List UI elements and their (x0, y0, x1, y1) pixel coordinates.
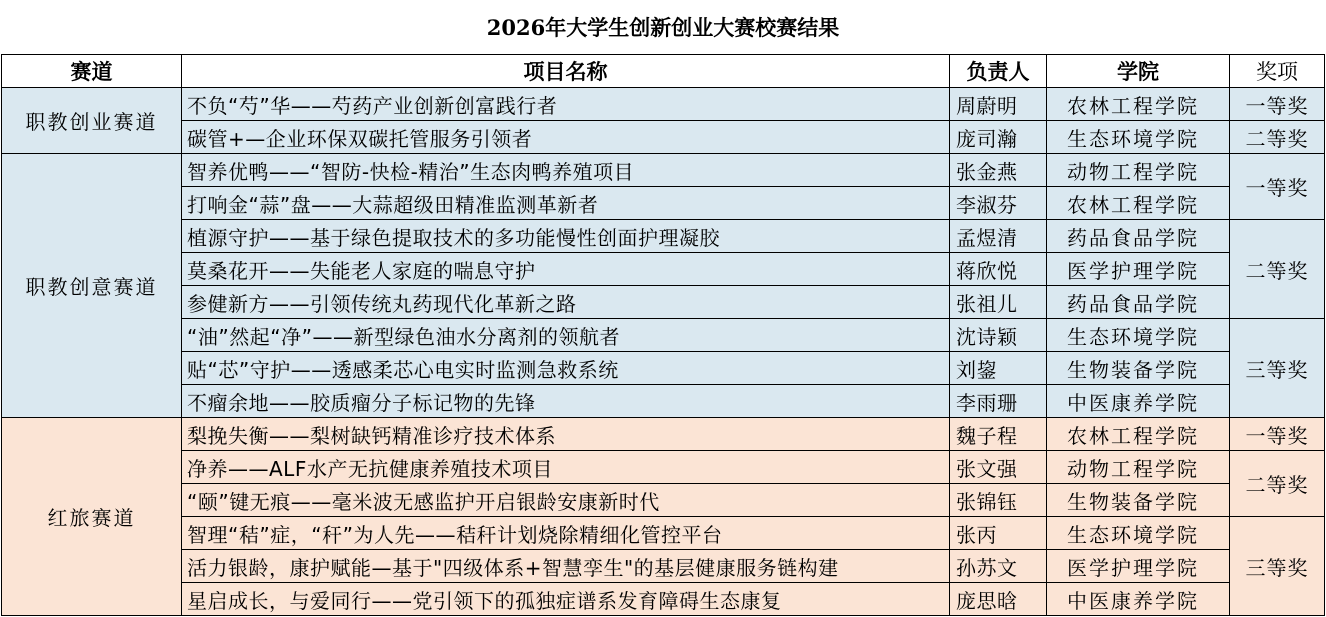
table-row (2, 220, 1325, 253)
leader-cell[interactable]: 庞司瀚 (950, 121, 1047, 154)
table-row (2, 286, 1325, 319)
header-project[interactable]: 项目名称 (182, 55, 950, 88)
header-row (2, 55, 1325, 88)
leader-cell[interactable]: 刘鋆 (950, 352, 1047, 385)
table-row (2, 385, 1325, 418)
college-cell[interactable]: 中医康养学院 (1047, 583, 1230, 616)
college-cell[interactable]: 医学护理学院 (1047, 550, 1230, 583)
leader-cell[interactable]: 李雨珊 (950, 385, 1047, 418)
leader-cell[interactable]: 张文强 (950, 451, 1047, 484)
award-cell[interactable]: 一等奖 (1230, 418, 1325, 451)
college-cell[interactable]: 动物工程学院 (1047, 154, 1230, 187)
leader-cell[interactable]: 沈诗颖 (950, 319, 1047, 352)
table-body (2, 88, 1325, 616)
project-cell[interactable]: 智养优鸭——“智防-快检-精治”生态肉鸭养殖项目 (182, 154, 950, 187)
leader-cell[interactable]: 张祖儿 (950, 286, 1047, 319)
header-leader[interactable]: 负责人 (950, 55, 1047, 88)
leader-cell[interactable]: 周蔚明 (950, 88, 1047, 121)
project-cell[interactable]: 星启成长，与爱同行——党引领下的孤独症谱系发育障碍生态康复 (182, 583, 950, 616)
table-row (2, 583, 1325, 616)
table-row (2, 319, 1325, 352)
award-cell[interactable]: 三等奖 (1230, 319, 1325, 418)
leader-cell[interactable]: 张锦钰 (950, 484, 1047, 517)
leader-cell[interactable]: 孟煜清 (950, 220, 1047, 253)
track-cell[interactable]: 职教创业赛道 (2, 88, 182, 154)
project-cell[interactable]: 不瘤余地——胶质瘤分子标记物的先锋 (182, 385, 950, 418)
award-cell[interactable]: 三等奖 (1230, 517, 1325, 616)
header-college[interactable]: 学院 (1047, 55, 1230, 88)
table-row (2, 418, 1325, 451)
project-cell[interactable]: 碳管+—企业环保双碳托管服务引领者 (182, 121, 950, 154)
award-cell[interactable]: 一等奖 (1230, 154, 1325, 220)
table-row (2, 352, 1325, 385)
college-cell[interactable]: 医学护理学院 (1047, 253, 1230, 286)
table-row (2, 550, 1325, 583)
college-cell[interactable]: 中医康养学院 (1047, 385, 1230, 418)
leader-cell[interactable]: 李淑芬 (950, 187, 1047, 220)
project-cell[interactable]: 不负“芍”华——芍药产业创新创富践行者 (182, 88, 950, 121)
table-row (2, 187, 1325, 220)
college-cell[interactable]: 动物工程学院 (1047, 451, 1230, 484)
table-row (2, 484, 1325, 517)
table-row (2, 517, 1325, 550)
college-cell[interactable]: 农林工程学院 (1047, 88, 1230, 121)
project-cell[interactable]: 贴“芯”守护——透感柔芯心电实时监测急救系统 (182, 352, 950, 385)
project-cell[interactable]: 梨挽失衡——梨树缺钙精准诊疗技术体系 (182, 418, 950, 451)
college-cell[interactable]: 农林工程学院 (1047, 418, 1230, 451)
college-cell[interactable]: 药品食品学院 (1047, 220, 1230, 253)
college-cell[interactable]: 生态环境学院 (1047, 517, 1230, 550)
table-row (2, 88, 1325, 121)
leader-cell[interactable]: 蒋欣悦 (950, 253, 1047, 286)
project-cell[interactable]: “颐”键无痕——毫米波无感监护开启银龄安康新时代 (182, 484, 950, 517)
track-cell[interactable]: 红旅赛道 (2, 418, 182, 616)
header-track[interactable]: 赛道 (2, 55, 182, 88)
leader-cell[interactable]: 张丙 (950, 517, 1047, 550)
sheet-title: 2026年大学生创新创业大赛校赛结果 (486, 15, 840, 40)
award-cell[interactable]: 二等奖 (1230, 220, 1325, 319)
college-cell[interactable]: 生态环境学院 (1047, 319, 1230, 352)
leader-cell[interactable]: 孙苏文 (950, 550, 1047, 583)
leader-cell[interactable]: 张金燕 (950, 154, 1047, 187)
award-cell[interactable]: 一等奖 (1230, 88, 1325, 121)
college-cell[interactable]: 农林工程学院 (1047, 187, 1230, 220)
header-award[interactable]: 奖项 (1230, 55, 1325, 88)
project-cell[interactable]: 打响金“蒜”盘——大蒜超级田精准监测革新者 (182, 187, 950, 220)
table-row (2, 451, 1325, 484)
college-cell[interactable]: 药品食品学院 (1047, 286, 1230, 319)
table-row (2, 154, 1325, 187)
project-cell[interactable]: 智理“秸”症，“秆”为人先——秸秆计划烧除精细化管控平台 (182, 517, 950, 550)
award-cell[interactable]: 二等奖 (1230, 121, 1325, 154)
project-cell[interactable]: 活力银龄，康护赋能—基于"四级体系+智慧孪生"的基层健康服务链构建 (182, 550, 950, 583)
leader-cell[interactable]: 庞思晗 (950, 583, 1047, 616)
results-table (1, 54, 1325, 616)
project-cell[interactable]: “油”然起“净”——新型绿色油水分离剂的领航者 (182, 319, 950, 352)
table-row (2, 121, 1325, 154)
track-cell[interactable]: 职教创意赛道 (2, 154, 182, 418)
college-cell[interactable]: 生态环境学院 (1047, 121, 1230, 154)
project-cell[interactable]: 植源守护——基于绿色提取技术的多功能慢性创面护理凝胶 (182, 220, 950, 253)
table-row (2, 253, 1325, 286)
award-cell[interactable]: 二等奖 (1230, 451, 1325, 517)
project-cell[interactable]: 参健新方——引领传统丸药现代化革新之路 (182, 286, 950, 319)
project-cell[interactable]: 净养——ALF水产无抗健康养殖技术项目 (182, 451, 950, 484)
leader-cell[interactable]: 魏子程 (950, 418, 1047, 451)
project-cell[interactable]: 莫桑花开——失能老人家庭的喘息守护 (182, 253, 950, 286)
college-cell[interactable]: 生物装备学院 (1047, 352, 1230, 385)
college-cell[interactable]: 生物装备学院 (1047, 484, 1230, 517)
